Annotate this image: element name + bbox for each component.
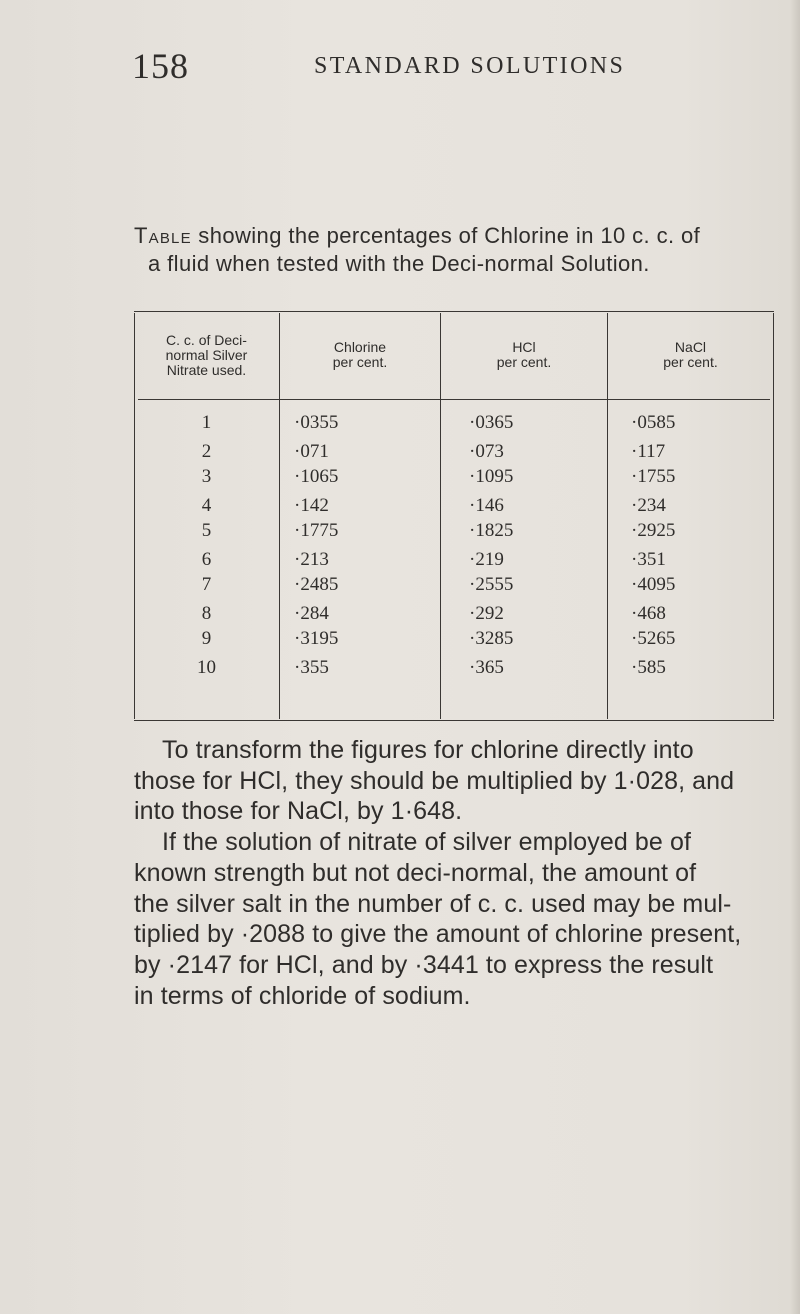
column-nacl bbox=[631, 411, 675, 681]
table-cell: ·1755 bbox=[631, 466, 676, 487]
paragraph-non-decinormal bbox=[134, 827, 774, 1011]
table-cell: 3 bbox=[201, 466, 212, 487]
table-cell: ·3195 bbox=[294, 628, 339, 649]
table-cell: ·2555 bbox=[469, 574, 514, 595]
table-cell: 8 bbox=[201, 603, 212, 624]
table-cell: ·2485 bbox=[294, 574, 339, 595]
table-cell: ·073 bbox=[469, 441, 504, 462]
caption-lead-word: Table bbox=[134, 223, 192, 248]
table-cell: ·142 bbox=[294, 495, 329, 516]
table-cell: ·468 bbox=[631, 603, 666, 624]
table-cell: ·146 bbox=[469, 495, 504, 516]
page-number: 158 bbox=[132, 46, 189, 86]
table-cell: ·351 bbox=[631, 549, 666, 570]
table-header-rule bbox=[138, 399, 770, 400]
table-caption bbox=[134, 222, 774, 278]
table-cell: ·1095 bbox=[469, 466, 514, 487]
table-bottom-rule bbox=[134, 720, 774, 721]
table-cell: ·4095 bbox=[631, 574, 676, 595]
table-cell: 1 bbox=[201, 412, 212, 433]
header-chlorine bbox=[280, 311, 440, 399]
text-line: by ·2147 for HCl, and by ·3441 to express the result bbox=[134, 950, 714, 979]
table-cell: ·2925 bbox=[631, 520, 676, 541]
text-line: into those for NaCl, by 1·648. bbox=[134, 797, 463, 826]
paragraph-transform bbox=[134, 735, 774, 827]
caption-line-1-text: showing the percentages of Chlorine in 10 c. c. of bbox=[191, 223, 701, 248]
text-line: If the solution of nitrate of silver employed be of bbox=[162, 828, 692, 857]
table-cell: 9 bbox=[201, 628, 212, 649]
column-chlorine bbox=[294, 411, 338, 681]
table-right-rule bbox=[773, 313, 774, 719]
column-cc bbox=[134, 411, 279, 681]
table-cell: 5 bbox=[201, 520, 212, 541]
header-nacl bbox=[608, 311, 773, 399]
table-cell: 6 bbox=[201, 549, 212, 570]
table-cell: 7 bbox=[201, 574, 212, 595]
running-head bbox=[132, 46, 772, 86]
table-cell: ·234 bbox=[631, 495, 666, 516]
header-hcl-text: HCl per cent. bbox=[496, 339, 552, 370]
table-cell: ·355 bbox=[294, 657, 329, 678]
header-chlorine-text: Chlorine per cent. bbox=[332, 339, 388, 370]
table-cell: ·117 bbox=[631, 441, 666, 462]
text-line: those for HCl, they should be multiplied by 1·028, and bbox=[134, 766, 735, 795]
table-cell: ·1775 bbox=[294, 520, 339, 541]
table-cell: ·284 bbox=[294, 603, 329, 624]
header-cc-nitrate bbox=[134, 311, 279, 399]
table-cell: ·1065 bbox=[294, 466, 339, 487]
header-hcl bbox=[441, 311, 607, 399]
column-hcl bbox=[469, 411, 513, 681]
table-cell: ·365 bbox=[469, 657, 504, 678]
caption-line-2: a fluid when tested with the Deci-normal Solution. bbox=[148, 251, 650, 276]
table-cell: ·0585 bbox=[631, 412, 676, 433]
text-line: tiplied by ·2088 to give the amount of chlorine present, bbox=[134, 920, 742, 949]
body-text bbox=[134, 735, 774, 1011]
table-cell: ·3285 bbox=[469, 628, 514, 649]
table-cell: ·0365 bbox=[469, 412, 514, 433]
text-line: in terms of chloride of sodium. bbox=[134, 981, 471, 1010]
caption-line-1 bbox=[134, 222, 774, 250]
table-cell: 4 bbox=[201, 495, 212, 516]
table-cell: 2 bbox=[201, 441, 212, 462]
table-cell: ·0355 bbox=[294, 412, 339, 433]
table-cell: ·071 bbox=[294, 441, 329, 462]
table-cell: 10 bbox=[197, 657, 216, 678]
table-cell: ·585 bbox=[631, 657, 666, 678]
table-cell: ·5265 bbox=[631, 628, 676, 649]
running-title: STANDARD SOLUTIONS bbox=[314, 53, 626, 79]
table-cell: ·213 bbox=[294, 549, 329, 570]
text-line: known strength but not deci-normal, the amount of bbox=[134, 858, 697, 887]
text-line: To transform the figures for chlorine directly into bbox=[162, 736, 694, 764]
table-cell: ·219 bbox=[469, 549, 504, 570]
header-nacl-text: NaCl per cent. bbox=[663, 339, 718, 370]
table-cell: ·292 bbox=[469, 603, 504, 624]
chlorine-table bbox=[134, 311, 774, 721]
page-edge-shadow bbox=[790, 0, 800, 1314]
table-cell: ·1825 bbox=[469, 520, 514, 541]
text-line: the silver salt in the number of c. c. used may be mul- bbox=[134, 889, 732, 918]
header-cc-nitrate-text: C. c. of Deci- normal Silver Nitrate used. bbox=[165, 331, 248, 378]
